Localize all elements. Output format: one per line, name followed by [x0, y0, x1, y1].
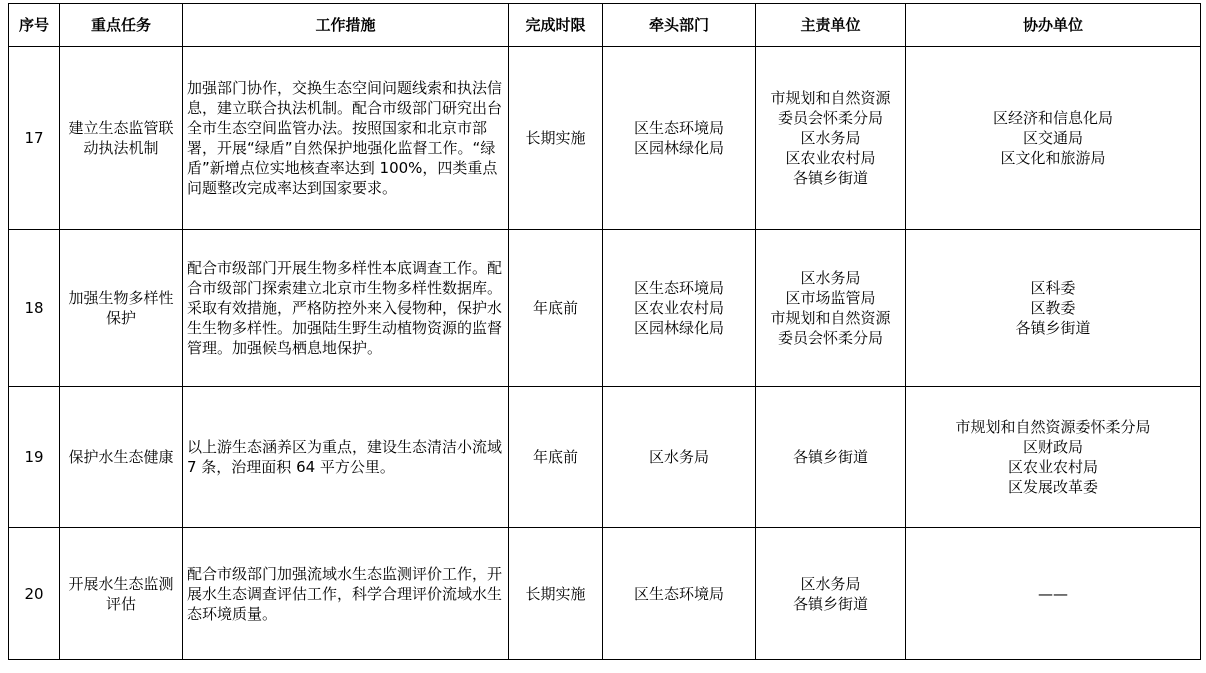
lead-item: 区生态环境局 — [633, 584, 724, 603]
assist-item: 区交通局 — [1022, 129, 1083, 147]
row-task: 建立生态监管联动执法机制 — [60, 47, 183, 230]
row-deadline: 年底前 — [509, 230, 603, 387]
header-task: 重点任务 — [60, 4, 183, 47]
header-deadline: 完成时限 — [509, 4, 603, 47]
assist-item: 区文化和旅游局 — [1000, 149, 1106, 167]
table-row — [9, 47, 1201, 230]
row-responsible — [756, 387, 906, 528]
responsible-item: 各镇乡街道 — [792, 448, 868, 466]
table-row — [9, 387, 1201, 528]
row-seq: 17 — [9, 47, 60, 230]
header-measure: 工作措施 — [183, 4, 509, 47]
header-seq: 序号 — [9, 4, 60, 47]
task-table-page — [8, 3, 1201, 660]
lead-item: 区生态环境局 — [633, 279, 724, 297]
responsible-item: 各镇乡街道 — [792, 594, 868, 613]
row-responsible — [756, 528, 906, 660]
lead-item: 区农业农村局 — [633, 299, 724, 317]
row-measure: 配合市级部门开展生物多样性本底调查工作。配合市级部门探索建立北京市生物多样性数据库。采取有效措施，严格防控外来入侵物种，保护水生生物多样性。加强陆生野生动植物资源的监督管理。加强候鸟栖息地保护。 — [183, 230, 509, 387]
table-row — [9, 230, 1201, 387]
assist-item: —— — [1038, 584, 1068, 603]
assist-item: 市规划和自然资源委怀柔分局 — [955, 418, 1151, 436]
row-measure: 以上游生态涵养区为重点，建设生态清洁小流域 7 条，治理面积 64 平方公里。 — [183, 387, 509, 528]
row-responsible — [756, 47, 906, 230]
responsible-item: 区农业农村局 — [785, 149, 876, 167]
row-lead — [603, 230, 756, 387]
header-lead: 牵头部门 — [603, 4, 756, 47]
responsible-item: 市规划和自然资源 — [770, 89, 891, 107]
row-measure: 加强部门协作，交换生态空间问题线索和执法信息，建立联合执法机制。配合市级部门研究出台全市生态空间监管办法。按照国家和北京市部署，开展“绿盾”自然保护地强化监督工作。“绿盾”新增点位实地核查率达到 100%，四类重点问题整改完成率达到国家要求。 — [183, 47, 509, 230]
responsible-item: 委员会怀柔分局 — [777, 329, 883, 347]
assist-item: 区教委 — [1030, 299, 1076, 317]
row-seq: 18 — [9, 230, 60, 387]
row-assist — [906, 230, 1201, 387]
responsible-item: 区水务局 — [800, 269, 861, 287]
lead-item: 区园林绿化局 — [633, 139, 724, 157]
assist-item: 区农业农村局 — [1007, 458, 1098, 476]
responsible-item: 区水务局 — [800, 129, 861, 147]
row-task: 保护水生态健康 — [60, 387, 183, 528]
key-task-table — [8, 3, 1201, 660]
responsible-item: 市规划和自然资源 — [770, 309, 891, 327]
row-assist — [906, 47, 1201, 230]
header-responsible: 主责单位 — [756, 4, 906, 47]
row-lead — [603, 47, 756, 230]
assist-item: 区经济和信息化局 — [992, 109, 1113, 127]
row-task: 开展水生态监测评估 — [60, 528, 183, 660]
row-deadline: 长期实施 — [509, 47, 603, 230]
lead-item: 区园林绿化局 — [633, 319, 724, 337]
lead-item: 区生态环境局 — [633, 119, 724, 137]
row-lead — [603, 528, 756, 660]
row-deadline: 年底前 — [509, 387, 603, 528]
row-assist — [906, 528, 1201, 660]
assist-item: 区发展改革委 — [1007, 478, 1098, 496]
assist-item: 区科委 — [1030, 279, 1076, 297]
assist-item: 各镇乡街道 — [1015, 319, 1091, 337]
assist-item: 区财政局 — [1022, 438, 1083, 456]
lead-item: 区水务局 — [648, 448, 709, 466]
header-assist: 协办单位 — [906, 4, 1201, 47]
row-task: 加强生物多样性保护 — [60, 230, 183, 387]
row-assist — [906, 387, 1201, 528]
row-seq: 20 — [9, 528, 60, 660]
table-header-row — [9, 4, 1201, 47]
responsible-item: 各镇乡街道 — [792, 169, 868, 187]
row-lead — [603, 387, 756, 528]
responsible-item: 委员会怀柔分局 — [777, 109, 883, 127]
row-measure: 配合市级部门加强流域水生态监测评价工作，开展水生态调查评估工作，科学合理评价流域水生态环境质量。 — [183, 528, 509, 660]
table-row — [9, 528, 1201, 660]
responsible-item: 区水务局 — [800, 574, 861, 593]
row-seq: 19 — [9, 387, 60, 528]
responsible-item: 区市场监管局 — [785, 289, 876, 307]
row-responsible — [756, 230, 906, 387]
row-deadline: 长期实施 — [509, 528, 603, 660]
